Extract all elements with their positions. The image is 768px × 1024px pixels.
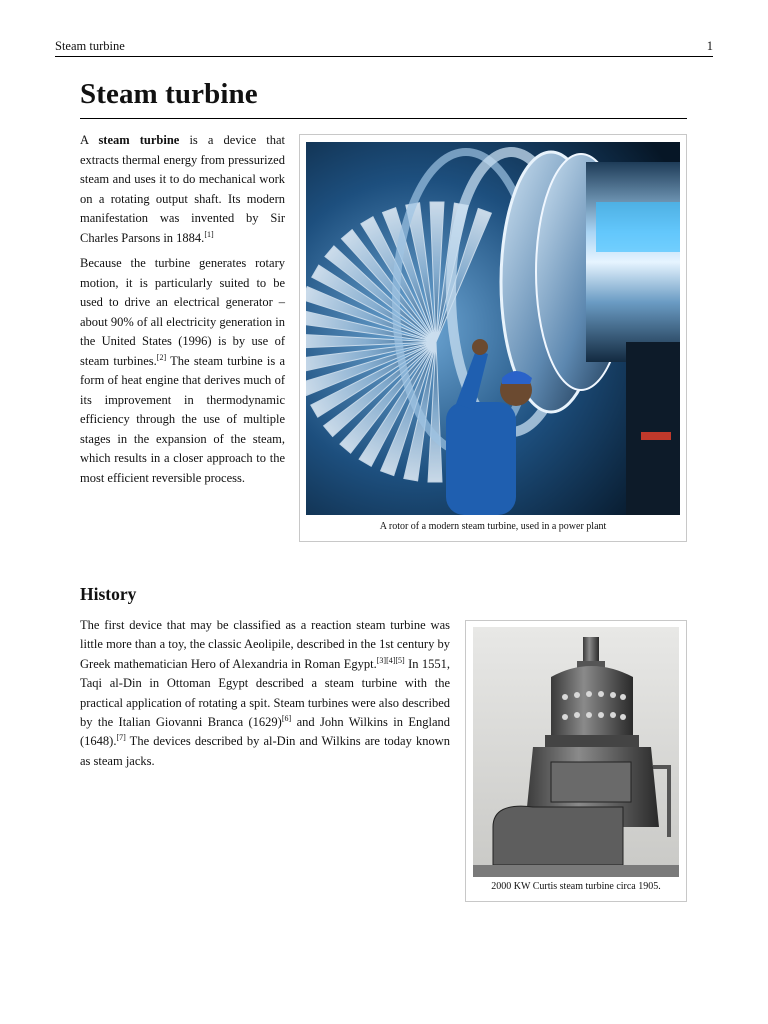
figure1-caption: A rotor of a modern steam turbine, used in a power plant	[379, 521, 607, 532]
citation-1[interactable]: [1]	[204, 229, 214, 239]
figure-turbine-rotor	[299, 134, 687, 542]
intro-text	[80, 131, 285, 494]
turbine-rotor-photo	[306, 142, 680, 515]
intro-p2-text-b: The steam turbine is a form of heat engine that derives much of its improvement in thermodynamic efficiency through the use of multiple stages in the expansion of the steam, which results in a closer approach to the most efficient reversible process.	[80, 353, 285, 485]
intro-p2-text-a: Because the turbine generates rotary motion, it is particularly suited to be used to drive an electrical generator – about 90% of all electricity generation in the United States (1996) is by use of steam turbines.	[80, 256, 285, 368]
running-title: Steam turbine	[55, 39, 125, 53]
citation-2[interactable]: [2]	[156, 352, 167, 362]
history-text-b: In 1551, Taqi al-Din in Ottoman Egypt described a steam turbine with the practical application of rotating a spit. Steam turbines were also described by the Italian Giovanni Branca (1629)	[80, 656, 450, 730]
history-text-c: and John Wilkins in England (1648).	[80, 715, 450, 749]
figure2-caption: 2000 KW Curtis steam turbine circa 1905.	[491, 881, 661, 892]
intro-lead: A	[80, 133, 99, 147]
running-header	[55, 38, 713, 57]
intro-paragraph-1	[80, 131, 285, 248]
history-text-a: The first device that may be classified as a reaction steam turbine was little more than a toy, the classic Aeolipile, described in the 1st century by Greek mathematician Hero of Alexandria in Roman Egypt.	[80, 618, 450, 671]
section-heading-history: History	[80, 584, 137, 604]
intro-paragraph-2	[80, 254, 285, 488]
figure-curtis-turbine	[465, 620, 687, 902]
intro-p1-text: is a device that extracts thermal energy from pressurized steam and uses it to do mechanical work on a rotating output shaft. Its modern manifestation was invented by Sir Charles Parsons in 1884.	[80, 133, 285, 245]
history-paragraph	[80, 616, 450, 771]
page-number: 1	[706, 39, 713, 53]
citation-7[interactable]: [7]	[116, 733, 126, 743]
article-title: Steam turbine	[80, 78, 258, 110]
history-text	[80, 616, 450, 771]
intro-bold-term: steam turbine	[98, 133, 180, 147]
citation-3-5[interactable]: [3][4][5]	[376, 655, 405, 665]
curtis-turbine-photo	[473, 627, 679, 877]
citation-6[interactable]: [6]	[281, 713, 292, 723]
title-divider	[80, 118, 687, 119]
history-text-d: The devices described by al-Din and Wilkins are today known as steam jacks.	[80, 734, 450, 768]
